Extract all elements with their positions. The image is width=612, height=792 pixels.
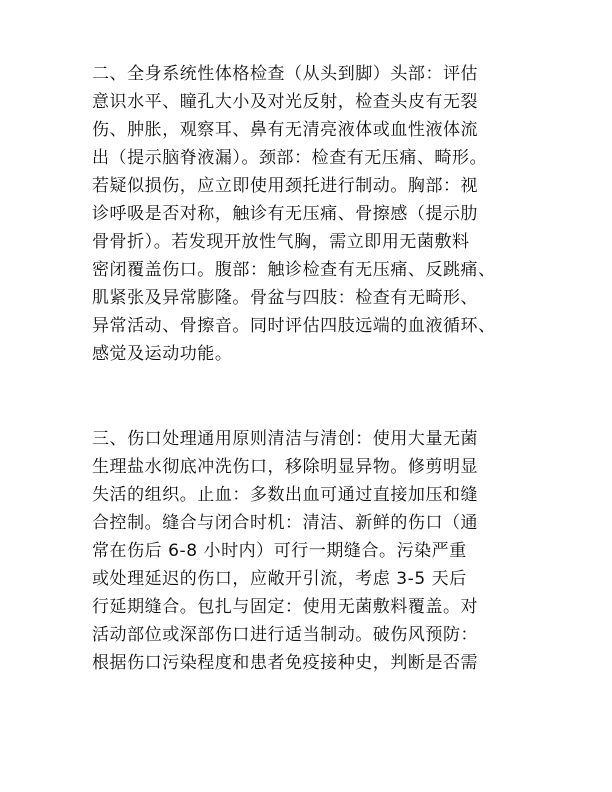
paragraph-line: 生理盐水彻底冲洗伤口，移除明显异物。修剪明显 bbox=[92, 457, 479, 477]
section-full-body-exam bbox=[92, 60, 528, 368]
paragraph-line: 活动部位或深部伤口进行适当制动。破伤风预防： bbox=[92, 625, 479, 645]
paragraph-line: 根据伤口污染程度和患者免疫接种史，判断是否需 bbox=[92, 653, 479, 673]
paragraph-line: 失活的组织。止血：多数出血可通过直接加压和缝 bbox=[92, 485, 479, 505]
paragraph-line: 行延期缝合。包扎与固定：使用无菌敷料覆盖。对 bbox=[92, 597, 479, 617]
paragraph-line: 感觉及运动功能。 bbox=[92, 344, 233, 364]
paragraph-line: 伤、肿胀，观察耳、鼻有无清亮液体或血性液体流 bbox=[92, 120, 479, 140]
paragraph-line: 出（提示脑脊液漏）。颈部：检查有无压痛、畸形。 bbox=[92, 148, 488, 168]
paragraph-line: 二、全身系统性体格检查（从头到脚）头部：评估 bbox=[92, 64, 479, 84]
paragraph-line: 三、伤口处理通用原则清洁与清创：使用大量无菌 bbox=[92, 429, 479, 449]
paragraph-line: 密闭覆盖伤口。腹部：触诊检查有无压痛、反跳痛、 bbox=[92, 260, 496, 280]
paragraph-line: 若疑似损伤，应立即使用颈托进行制动。胸部：视 bbox=[92, 176, 479, 196]
paragraph-line: 常在伤后 6-8 小时内）可行一期缝合。污染严重 bbox=[92, 541, 467, 561]
paragraph-line: 意识水平、瞳孔大小及对光反射，检查头皮有无裂 bbox=[92, 92, 479, 112]
paragraph-line: 诊呼吸是否对称，触诊有无压痛、骨擦感（提示肋 bbox=[92, 204, 479, 224]
paragraph-line: 骨骨折）。若发现开放性气胸，需立即用无菌敷料 bbox=[92, 232, 470, 252]
paragraph-line: 异常活动、骨擦音。同时评估四肢远端的血液循环、 bbox=[92, 316, 496, 336]
paragraph-line: 或处理延迟的伤口，应敞开引流，考虑 3-5 天后 bbox=[92, 569, 467, 589]
paragraph-line: 合控制。缝合与闭合时机：清洁、新鲜的伤口（通 bbox=[92, 513, 479, 533]
section-wound-care bbox=[92, 425, 528, 677]
paragraph-line: 肌紧张及异常膨隆。骨盆与四肢：检查有无畸形、 bbox=[92, 288, 479, 308]
